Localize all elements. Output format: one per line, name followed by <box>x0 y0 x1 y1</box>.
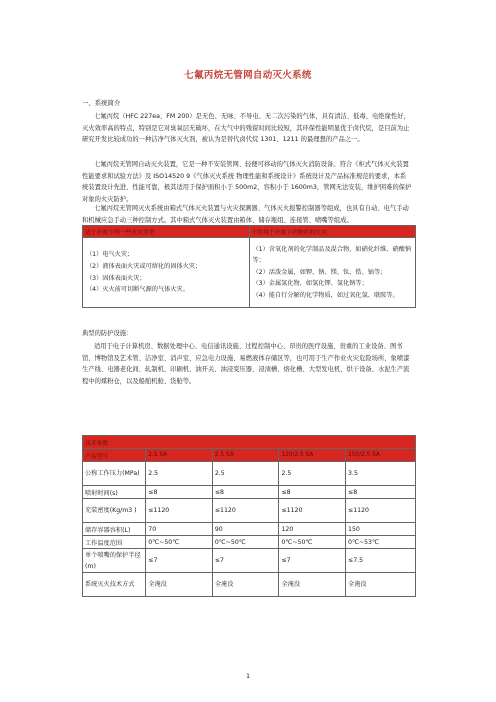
table-cell: 全淹没 <box>279 573 346 597</box>
table-cell: 0℃~50℃ <box>146 536 213 549</box>
tech-params-title: 技术参数 <box>83 436 416 449</box>
suitable-item: （4）灭火前可切断气源的气体火灾。 <box>86 286 189 294</box>
table-cell: ≤7 <box>212 549 279 573</box>
suitable-item: （1）电气火灾； <box>86 251 134 259</box>
suitable-header: 适于扑救下列一些火灾类型 <box>83 226 250 238</box>
unsuitable-item: （4）能自行分解的化学物质，如过氧化氢、联胺等。 <box>252 291 399 299</box>
table-cell: ≤1120 <box>212 499 279 523</box>
table-cell: 3.5 <box>346 462 416 486</box>
table-cell: ≤1120 <box>279 499 346 523</box>
table-cell: 2.5 <box>279 462 346 486</box>
row-label: 充装密度(Kg/m3 ) <box>83 499 146 523</box>
row-label: 系统灭火技术方式 <box>83 573 146 597</box>
table-cell: 150 <box>346 523 416 536</box>
table-cell: 0℃~53℃ <box>346 536 416 549</box>
table-cell: ≤1120 <box>146 499 213 523</box>
section-heading: 一、系统简介 <box>82 99 121 107</box>
row-label: 工作温度范围 <box>83 536 146 549</box>
table-cell: ≤7.5 <box>346 549 416 573</box>
header-cell: 120/2.5 SA <box>279 449 346 462</box>
header-cell: 2.5 SA <box>146 449 213 462</box>
table-cell: ≤8 <box>212 486 279 499</box>
document-title: 七氟丙烷无管网自动灭火系统 <box>184 70 312 81</box>
row-label: 公称工作压力(MPa) <box>83 462 146 486</box>
table-cell: 2.5 <box>146 462 213 486</box>
row-label: 喷射时间(s) <box>83 486 146 499</box>
table-cell: 70 <box>146 523 213 536</box>
device-paragraph: 七氟丙烷无管网自动灭火装置，它是一种不安装管网、轻便可移动的气体灭火消防设备。符合《柜式气体灭火装置性能要求和试验方法》及 ISO14520 9《气体灭火系统 物理性能和系统设计》系统设计及产品标准规范的要求，本系统装置设计先进、性能可靠，极其适用于保护面积小于 500m2，容积小于 1600m3，管网无法安装，维护困难的保护对象的火灾防护。 <box>82 161 412 203</box>
row-label: 储存容器容积(L) <box>83 523 146 536</box>
tech-params-table <box>82 435 416 597</box>
table-cell: ≤8 <box>146 486 213 499</box>
table-cell: 全淹没 <box>146 573 213 597</box>
unsuitable-item: （2）活泼金属，如钾、钠、镁、钛、锆、铀等； <box>252 268 387 276</box>
table-cell: 120 <box>279 523 346 536</box>
unsuitable-item: （3）金属氢化物，如氢化钾、氢化钠等； <box>252 280 368 288</box>
table-cell: 0℃~50℃ <box>279 536 346 549</box>
table-cell: ≤1120 <box>346 499 416 523</box>
protection-paragraph: 适用于电子计算机房、数据处理中心、电信通讯设施、过程控制中心、昂贵的医疗设施、贵重的工业设备、图书馆、博物馆及艺术管、洁净室、消声室、应急电力设施、易燃液体存储区等，也可用于生产作业火灾危险场所，象喷漆生产线、电器老化间、轧制机、印刷机、油开关、油浸变压器、浸渍槽、熔化槽、大型发电机、烘干设备、水泥生产流程中的煤粉仓，以及船舶机舱、货舱等。 <box>82 343 410 385</box>
header-cell: 产品型号 <box>83 449 146 462</box>
suitable-item: （2）液体表面火灾或可熔化的固体火灾； <box>86 262 202 270</box>
row-label: 单个喷嘴的保护半径(m) <box>83 549 146 573</box>
table-cell: 90 <box>212 523 279 536</box>
header-cell: 150/2.5 SA <box>346 449 416 462</box>
table-cell: ≤7 <box>146 549 213 573</box>
fire-type-table <box>82 225 416 308</box>
suitable-list-cell <box>83 238 250 308</box>
table-cell: ≤8 <box>279 486 346 499</box>
header-cell: 2.5 SA <box>212 449 279 462</box>
table-cell: ≤8 <box>346 486 416 499</box>
table-cell: 全淹没 <box>346 573 416 597</box>
table-cell: ≤7 <box>279 549 346 573</box>
page-number: 1 <box>245 672 251 680</box>
unsuitable-item: （1）含氧化剂的化学制品及混合物，如硝化纤维、硝酸钠等； <box>252 245 412 265</box>
unsuitable-header: 不得用于扑救下列物质的火灾 <box>249 226 416 238</box>
table-cell: 2.5 <box>212 462 279 486</box>
suitable-item: （3）固体表面火灾； <box>86 274 146 282</box>
table-cell: 0℃~50℃ <box>212 536 279 549</box>
table-cell: 全淹没 <box>212 573 279 597</box>
protection-heading: 典型的防护设施： <box>82 330 133 337</box>
intro-paragraph: 七氟丙烷（HFC 227ea、FM 200）是无色、无味、不导电、无二次污染的气体，具有清洁、低毒、电绝缘性好，灭火效率高的特点，特别是它对臭氧层无破坏，在大气中的残留时间比较短，其环保性能明显优于卤代烷，是目前为止研究开发比较成功的一种洁净气体灭火剂，被认为是替代卤代烷 1301、1211 的最理想的产品之一。 <box>82 113 410 144</box>
unsuitable-list-cell <box>249 238 416 308</box>
composition-paragraph: 七氟丙烷无管网灭火系统由箱式气体灭火装置与火灾探测器、气体灭火报警控制器等组成，也具有自动、电气手动和机械应急手动三种控制方式。其中箱式气体灭火装置由箱体、储存瓶组、连接管、喷嘴等组成。 <box>82 205 409 224</box>
